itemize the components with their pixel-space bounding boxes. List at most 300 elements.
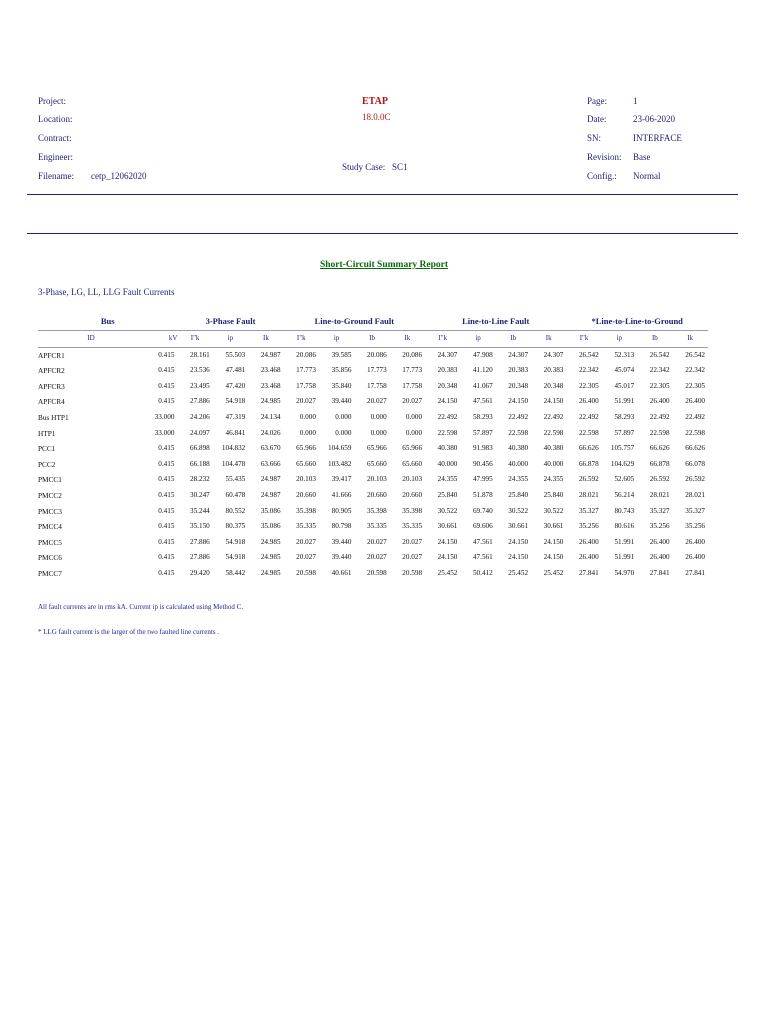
value-cell: 27.886	[189, 553, 210, 562]
value-cell: 20.598	[366, 568, 387, 577]
column-header: I"k	[284, 331, 319, 348]
value-cell: 35.335	[366, 522, 387, 531]
value-cell: 0.415	[158, 537, 175, 546]
value-cell: 47.561	[472, 537, 493, 546]
value-cell: 35.244	[189, 506, 210, 515]
value-cell: 0.000	[405, 412, 423, 421]
table-row	[38, 550, 708, 566]
value-cell: 52.313	[614, 350, 635, 359]
value-cell: 35.327	[578, 506, 599, 515]
value-cell: 26.592	[578, 475, 599, 484]
value-cell: 54.918	[225, 553, 246, 562]
value-cell: 69.606	[472, 522, 493, 531]
table-row	[38, 410, 708, 426]
value-cell: 0.415	[158, 366, 175, 375]
value-cell: 80.552	[225, 506, 246, 515]
value-cell: 35.398	[366, 506, 387, 515]
value-cell: 39.440	[331, 537, 352, 546]
bus-id-cell: PMCC3	[38, 506, 62, 516]
value-cell: 22.305	[649, 381, 670, 390]
value-cell: 20.383	[437, 366, 458, 375]
bus-id-cell: APFCR4	[38, 397, 65, 407]
date-label: Date:	[587, 114, 607, 124]
value-cell: 50.412	[472, 568, 493, 577]
value-cell: 25.840	[508, 490, 529, 499]
value-cell: 45.074	[614, 366, 635, 375]
value-cell: 30.661	[437, 522, 458, 531]
table-row	[38, 394, 708, 410]
table-row	[38, 441, 708, 457]
table-row	[38, 472, 708, 488]
value-cell: 35.256	[649, 522, 670, 531]
value-cell: 0.000	[370, 428, 387, 437]
value-cell: 28.021	[685, 490, 705, 499]
value-cell: 30.661	[508, 522, 529, 531]
value-cell: 35.335	[402, 522, 423, 531]
page-value: 1	[633, 96, 638, 106]
bus-id-cell: PCC2	[38, 459, 56, 469]
value-cell: 51.991	[614, 397, 635, 406]
value-cell: 26.400	[649, 537, 670, 546]
date-value: 23-06-2020	[633, 114, 675, 124]
value-cell: 39.585	[331, 350, 352, 359]
note-llg: * LLG fault current is the larger of the two faulted line currents .	[38, 628, 220, 636]
value-cell: 47.561	[472, 553, 493, 562]
value-cell: 24.150	[543, 397, 564, 406]
table-body	[38, 347, 708, 581]
group-bus: Bus	[38, 314, 177, 331]
value-cell: 35.086	[260, 522, 281, 531]
column-header: Ik	[390, 331, 425, 348]
value-cell: 25.840	[437, 490, 458, 499]
value-cell: 20.598	[402, 568, 423, 577]
value-cell: 63.666	[260, 459, 281, 468]
bus-id-cell: APFCR2	[38, 366, 65, 376]
bus-id-cell: PMCC2	[38, 490, 62, 500]
column-header: kV	[144, 331, 177, 348]
value-cell: 0.000	[335, 412, 352, 421]
value-cell: 40.380	[508, 444, 529, 453]
study-case-label: Study Case:	[342, 162, 386, 172]
value-cell: 27.841	[685, 568, 705, 577]
value-cell: 24.987	[260, 475, 281, 484]
value-cell: 66.078	[685, 459, 705, 468]
value-cell: 24.150	[508, 397, 529, 406]
value-cell: 35.256	[685, 522, 705, 531]
value-cell: 80.743	[614, 506, 635, 515]
value-cell: 35.840	[331, 381, 352, 390]
value-cell: 17.773	[296, 366, 316, 375]
value-cell: 17.773	[366, 366, 387, 375]
value-cell: 66.188	[189, 459, 210, 468]
value-cell: 39.440	[331, 553, 352, 562]
value-cell: 80.375	[225, 522, 246, 531]
table-row	[38, 457, 708, 473]
location-label: Location:	[38, 114, 73, 124]
value-cell: 20.027	[402, 537, 423, 546]
value-cell: 24.355	[543, 475, 564, 484]
column-header: ip	[213, 331, 249, 348]
value-cell: 57.897	[614, 428, 635, 437]
value-cell: 35.256	[578, 522, 599, 531]
value-cell: 23.495	[189, 381, 210, 390]
value-cell: 63.670	[260, 444, 281, 453]
table-row	[38, 347, 708, 363]
value-cell: 104.629	[610, 459, 635, 468]
value-cell: 55.503	[225, 350, 246, 359]
bus-id-cell: PMCC7	[38, 568, 62, 578]
value-cell: 65.660	[402, 459, 423, 468]
value-cell: 24.134	[260, 412, 281, 421]
value-cell: 24.985	[260, 397, 281, 406]
value-cell: 22.598	[685, 428, 705, 437]
value-cell: 25.452	[437, 568, 458, 577]
value-cell: 22.492	[437, 412, 458, 421]
value-cell: 26.400	[578, 553, 599, 562]
value-cell: 28.161	[189, 350, 210, 359]
value-cell: 26.400	[649, 397, 670, 406]
value-cell: 0.415	[158, 459, 175, 468]
value-cell: 0.000	[370, 412, 387, 421]
column-header: Ib	[496, 331, 531, 348]
value-cell: 0.415	[158, 397, 175, 406]
group-llg: *Line-to-Line-to-Ground	[566, 314, 708, 331]
value-cell: 20.027	[366, 537, 387, 546]
fault-currents-table	[38, 314, 708, 582]
value-cell: 0.415	[158, 490, 175, 499]
column-header: I"k	[566, 331, 601, 348]
value-cell: 24.985	[260, 568, 281, 577]
column-header: ip	[602, 331, 638, 348]
value-cell: 24.985	[260, 537, 281, 546]
group-three-phase: 3-Phase Fault	[177, 314, 283, 331]
value-cell: 20.348	[543, 381, 564, 390]
sn-value: INTERFACE	[633, 133, 682, 143]
value-cell: 55.435	[225, 475, 246, 484]
value-cell: 20.660	[366, 490, 387, 499]
study-case-value: SC1	[392, 162, 408, 172]
column-header: ID	[38, 331, 144, 348]
value-cell: 104.832	[221, 444, 246, 453]
column-header: Ik	[248, 331, 283, 348]
value-cell: 20.027	[402, 553, 423, 562]
value-cell: 24.355	[508, 475, 529, 484]
column-header: I"k	[177, 331, 212, 348]
value-cell: 54.918	[225, 537, 246, 546]
value-cell: 24.206	[189, 412, 210, 421]
value-cell: 28.232	[189, 475, 210, 484]
value-cell: 103.482	[328, 459, 352, 468]
value-cell: 26.542	[649, 350, 670, 359]
value-cell: 0.000	[299, 412, 316, 421]
value-cell: 30.247	[189, 490, 210, 499]
value-cell: 104.478	[221, 459, 246, 468]
table-row	[38, 566, 708, 582]
value-cell: 22.598	[508, 428, 529, 437]
value-cell: 30.522	[508, 506, 529, 515]
value-cell: 22.342	[649, 366, 670, 375]
value-cell: 47.319	[225, 412, 246, 421]
report-title: Short-Circuit Summary Report	[319, 260, 449, 270]
value-cell: 45.017	[614, 381, 635, 390]
value-cell: 39.440	[331, 397, 352, 406]
value-cell: 30.522	[543, 506, 564, 515]
value-cell: 27.841	[578, 568, 599, 577]
value-cell: 17.758	[296, 381, 316, 390]
column-header: Ik	[673, 331, 708, 348]
value-cell: 24.150	[508, 537, 529, 546]
value-cell: 27.841	[649, 568, 670, 577]
filename-value: cetp_12062020	[91, 171, 147, 181]
value-cell: 24.150	[543, 553, 564, 562]
value-cell: 22.492	[543, 412, 564, 421]
value-cell: 20.383	[508, 366, 529, 375]
column-header: Ik	[531, 331, 566, 348]
project-label: Project:	[38, 96, 66, 106]
value-cell: 105.757	[610, 444, 635, 453]
value-cell: 29.420	[189, 568, 210, 577]
value-cell: 0.415	[158, 506, 175, 515]
value-cell: 24.150	[437, 537, 458, 546]
value-cell: 17.773	[402, 366, 423, 375]
value-cell: 23.468	[260, 366, 281, 375]
value-cell: 35.856	[331, 366, 352, 375]
value-cell: 24.307	[543, 350, 564, 359]
value-cell: 51.991	[614, 553, 635, 562]
value-cell: 80.798	[331, 522, 352, 531]
bus-id-cell: Bus HTP1	[38, 412, 69, 422]
value-cell: 20.027	[366, 553, 387, 562]
value-cell: 26.400	[685, 397, 705, 406]
value-cell: 20.027	[366, 397, 387, 406]
value-cell: 22.598	[649, 428, 670, 437]
value-cell: 20.103	[366, 475, 387, 484]
value-cell: 0.000	[299, 428, 316, 437]
value-cell: 24.150	[543, 537, 564, 546]
value-cell: 27.886	[189, 537, 210, 546]
value-cell: 24.987	[260, 490, 281, 499]
value-cell: 24.987	[260, 350, 281, 359]
column-header: Ib	[637, 331, 672, 348]
group-lg: Line-to-Ground Fault	[284, 314, 425, 331]
value-cell: 0.415	[158, 444, 175, 453]
value-cell: 25.840	[543, 490, 564, 499]
value-cell: 26.542	[578, 350, 599, 359]
engineer-label: Engineer:	[38, 152, 73, 162]
value-cell: 28.021	[578, 490, 599, 499]
report-subtitle: 3-Phase, LG, LL, LLG Fault Currents	[38, 287, 175, 297]
value-cell: 0.415	[158, 568, 175, 577]
bus-id-cell: PMCC6	[38, 553, 62, 563]
value-cell: 25.452	[543, 568, 564, 577]
value-cell: 22.492	[578, 412, 599, 421]
value-cell: 26.592	[685, 475, 705, 484]
column-header: Ib	[354, 331, 389, 348]
value-cell: 41.067	[472, 381, 493, 390]
value-cell: 26.400	[578, 397, 599, 406]
value-cell: 33.000	[154, 412, 175, 421]
value-cell: 35.335	[296, 522, 316, 531]
value-cell: 40.000	[508, 459, 529, 468]
value-cell: 0.415	[158, 475, 175, 484]
value-cell: 20.598	[296, 568, 316, 577]
value-cell: 52.605	[614, 475, 635, 484]
value-cell: 39.417	[331, 475, 352, 484]
value-cell: 23.536	[189, 366, 210, 375]
value-cell: 20.660	[296, 490, 316, 499]
value-cell: 57.897	[472, 428, 493, 437]
value-cell: 20.027	[296, 553, 316, 562]
value-cell: 22.342	[578, 366, 599, 375]
value-cell: 17.758	[366, 381, 387, 390]
bus-id-cell: PMCC5	[38, 537, 62, 547]
header-divider-top	[27, 194, 738, 195]
revision-label: Revision:	[587, 152, 622, 162]
value-cell: 65.966	[402, 444, 423, 453]
column-header: ip	[319, 331, 355, 348]
value-cell: 46.841	[225, 428, 246, 437]
value-cell: 35.086	[260, 506, 281, 515]
value-cell: 58.442	[225, 568, 246, 577]
value-cell: 22.492	[508, 412, 529, 421]
table-row	[38, 379, 708, 395]
filename-label: Filename:	[38, 171, 74, 181]
column-header: ip	[460, 331, 495, 348]
value-cell: 22.305	[578, 381, 599, 390]
value-cell: 24.150	[437, 553, 458, 562]
value-cell: 40.000	[437, 459, 458, 468]
value-cell: 27.886	[189, 397, 210, 406]
table-row	[38, 535, 708, 551]
value-cell: 47.481	[225, 366, 246, 375]
group-ll: Line-to-Line Fault	[425, 314, 566, 331]
value-cell: 24.150	[508, 553, 529, 562]
value-cell: 20.660	[402, 490, 423, 499]
value-cell: 25.452	[508, 568, 529, 577]
value-cell: 20.027	[402, 397, 423, 406]
value-cell: 58.293	[614, 412, 635, 421]
value-cell: 24.307	[508, 350, 529, 359]
value-cell: 0.415	[158, 553, 175, 562]
value-cell: 66.626	[578, 444, 599, 453]
value-cell: 20.027	[296, 537, 316, 546]
sn-label: SN:	[587, 133, 602, 143]
value-cell: 20.103	[402, 475, 423, 484]
value-cell: 22.598	[543, 428, 564, 437]
value-cell: 33.000	[154, 428, 175, 437]
value-cell: 22.492	[649, 412, 670, 421]
value-cell: 60.478	[225, 490, 246, 499]
value-cell: 65.660	[366, 459, 387, 468]
value-cell: 35.398	[296, 506, 316, 515]
value-cell: 28.021	[649, 490, 670, 499]
app-version: 18.0.0C	[362, 112, 391, 122]
value-cell: 80.616	[614, 522, 635, 531]
bus-id-cell: PCC1	[38, 444, 56, 454]
value-cell: 26.400	[578, 537, 599, 546]
value-cell: 51.878	[472, 490, 493, 499]
value-cell: 24.150	[437, 397, 458, 406]
value-cell: 0.000	[335, 428, 352, 437]
column-header: I"k	[425, 331, 460, 348]
group-header-row	[38, 314, 708, 331]
bus-id-cell: APFCR3	[38, 381, 65, 391]
value-cell: 65.660	[296, 459, 316, 468]
value-cell: 24.355	[437, 475, 458, 484]
bus-id-cell: PMCC1	[38, 475, 62, 485]
bus-id-cell: APFCR1	[38, 350, 65, 360]
value-cell: 17.758	[402, 381, 423, 390]
value-cell: 80.905	[331, 506, 352, 515]
value-cell: 22.598	[437, 428, 458, 437]
value-cell: 30.522	[437, 506, 458, 515]
value-cell: 35.150	[189, 522, 210, 531]
value-cell: 54.970	[614, 568, 635, 577]
contract-label: Contract:	[38, 133, 72, 143]
value-cell: 22.492	[685, 412, 705, 421]
header-divider-bottom	[27, 233, 738, 234]
value-cell: 58.293	[472, 412, 493, 421]
value-cell: 0.000	[405, 428, 423, 437]
value-cell: 26.592	[649, 475, 670, 484]
table-row	[38, 504, 708, 520]
value-cell: 65.966	[366, 444, 387, 453]
column-header-row	[38, 331, 708, 348]
value-cell: 41.120	[472, 366, 493, 375]
value-cell: 20.103	[296, 475, 316, 484]
value-cell: 22.342	[685, 366, 705, 375]
value-cell: 24.985	[260, 553, 281, 562]
table-row	[38, 363, 708, 379]
value-cell: 22.305	[685, 381, 705, 390]
value-cell: 91.983	[472, 444, 493, 453]
value-cell: 56.214	[614, 490, 635, 499]
value-cell: 35.327	[649, 506, 670, 515]
value-cell: 69.740	[472, 506, 493, 515]
value-cell: 20.086	[366, 350, 387, 359]
config-label: Config.:	[587, 171, 617, 181]
table-row	[38, 488, 708, 504]
value-cell: 51.991	[614, 537, 635, 546]
value-cell: 23.468	[260, 381, 281, 390]
value-cell: 20.348	[508, 381, 529, 390]
bus-id-cell: HTP1	[38, 428, 56, 438]
value-cell: 66.878	[578, 459, 599, 468]
config-value: Normal	[633, 171, 661, 181]
value-cell: 40.380	[437, 444, 458, 453]
value-cell: 104.659	[328, 444, 352, 453]
table-row	[38, 519, 708, 535]
value-cell: 20.383	[543, 366, 564, 375]
value-cell: 26.542	[685, 350, 705, 359]
value-cell: 90.456	[472, 459, 493, 468]
value-cell: 47.995	[472, 475, 493, 484]
value-cell: 66.878	[649, 459, 670, 468]
value-cell: 20.348	[437, 381, 458, 390]
note-units: All fault currents are in rms kA. Current ip is calculated using Method C.	[38, 603, 244, 611]
value-cell: 26.400	[649, 553, 670, 562]
table-row	[38, 426, 708, 442]
value-cell: 47.420	[225, 381, 246, 390]
value-cell: 26.400	[685, 553, 705, 562]
value-cell: 0.415	[158, 381, 175, 390]
value-cell: 40.380	[543, 444, 564, 453]
value-cell: 22.598	[578, 428, 599, 437]
value-cell: 66.626	[685, 444, 705, 453]
value-cell: 35.327	[685, 506, 705, 515]
value-cell: 24.097	[189, 428, 210, 437]
revision-value: Base	[633, 152, 651, 162]
